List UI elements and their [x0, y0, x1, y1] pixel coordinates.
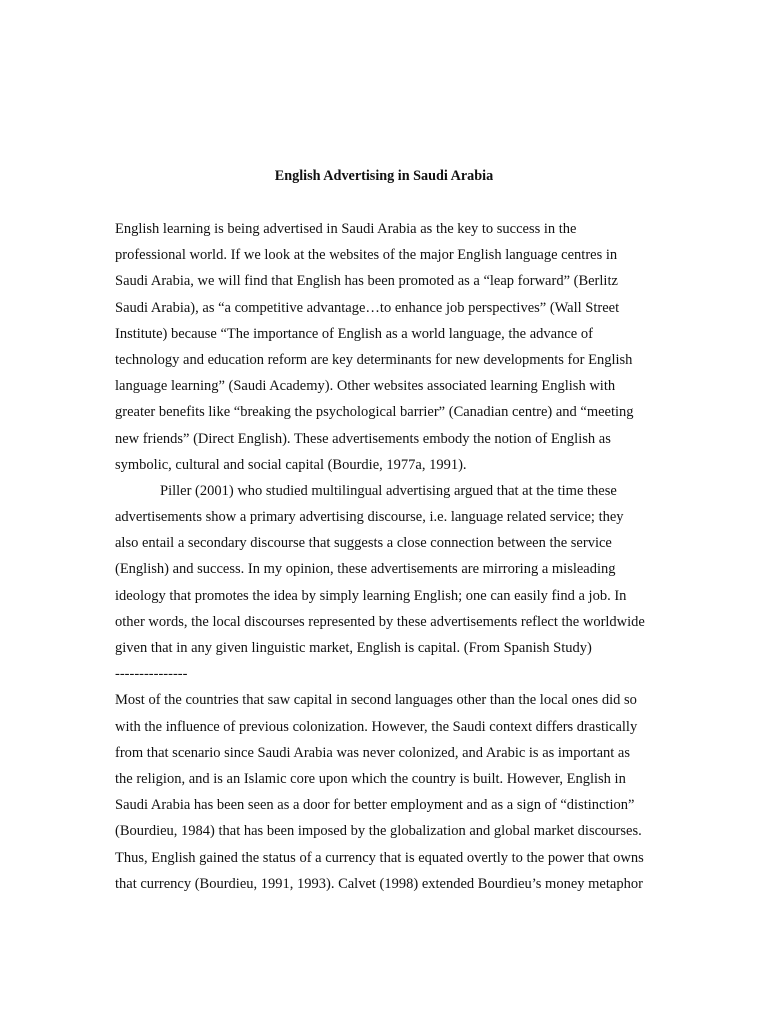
document-body: [115, 219, 660, 900]
text-line: technology and education reform are key determinants for new developments for English: [115, 351, 633, 368]
text-line: symbolic, cultural and social capital (Bourdie, 1977a, 1991).: [115, 456, 467, 473]
text-line: from that scenario since Saudi Arabia was never colonized, and Arabic is as important as: [115, 744, 630, 761]
text-line: other words, the local discourses represented by these advertisements reflect the worldwide: [115, 613, 645, 630]
text-line-indented: Piller (2001) who studied multilingual advertising argued that at the time these: [160, 482, 617, 499]
text-line: also entail a secondary discourse that suggests a close connection between the service: [115, 535, 612, 552]
text-line: with the influence of previous colonization. However, the Saudi context differs drastically: [115, 718, 638, 735]
text-line: Thus, English gained the status of a currency that is equated overtly to the power that owns: [115, 849, 644, 866]
text-line: Most of the countries that saw capital in second languages other than the local ones did so: [115, 692, 637, 709]
document-title: English Advertising in Saudi Arabia: [274, 168, 494, 184]
text-line: Saudi Arabia, we will find that English has been promoted as a “leap forward” (Berlitz: [115, 273, 618, 290]
text-line: (Bourdieu, 1984) that has been imposed by the globalization and global market discourses.: [115, 823, 642, 840]
text-line: (English) and success. In my opinion, these advertisements are mirroring a misleading: [115, 561, 616, 578]
text-line: professional world. If we look at the websites of the major English language centres in: [115, 247, 618, 264]
text-line: new friends” (Direct English). These advertisements embody the notion of English as: [115, 430, 611, 447]
text-line: the religion, and is an Islamic core upon which the country is built. However, English in: [115, 770, 626, 787]
text-line: Saudi Arabia), as “a competitive advantage…to enhance job perspectives” (Wall Street: [115, 299, 620, 316]
text-line: English learning is being advertised in Saudi Arabia as the key to success in the: [115, 221, 577, 237]
text-line: given that in any given linguistic market, English is capital. (From Spanish Study): [115, 640, 592, 656]
text-line: ideology that promotes the idea by simply learning English; one can easily find a job. In: [115, 587, 627, 604]
separator-line: ---------------: [115, 666, 188, 683]
text-line: Saudi Arabia has been seen as a door for better employment and as a sign of “distinction”: [115, 797, 635, 814]
text-line: Institute) because “The importance of English as a world language, the advance of: [115, 325, 593, 342]
text-line: greater benefits like “breaking the psychological barrier” (Canadian centre) and “meeting: [115, 404, 634, 421]
text-line: language learning” (Saudi Academy). Other websites associated learning English with: [115, 378, 616, 395]
text-line: advertisements show a primary advertising discourse, i.e. language related service; they: [115, 509, 624, 526]
text-line: that currency (Bourdieu, 1991, 1993). Calvet (1998) extended Bourdieu’s money metaphor: [115, 875, 643, 892]
